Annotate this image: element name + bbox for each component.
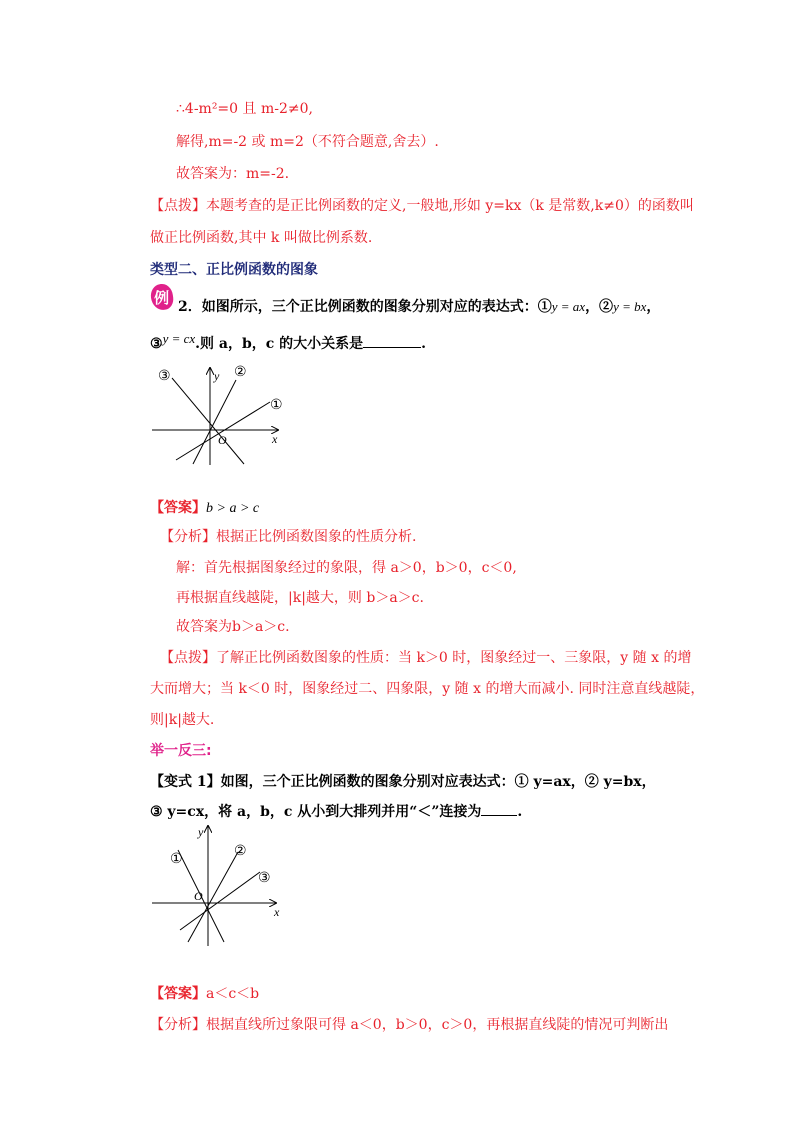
label-circled-3: ③ xyxy=(158,369,171,384)
line-3 xyxy=(180,872,260,930)
section-title: 类型二、正比例函数的图象 xyxy=(150,262,318,278)
label-circled-2: ② xyxy=(234,365,247,380)
analysis-line-1 xyxy=(160,527,416,547)
tip-paragraph-2-cont-1: 大而增大；当 k＜0 时，图象经过二、四象限，y 随 x 的增大而减小. 同时注意直线越陡， xyxy=(150,681,705,697)
x-axis-label: x xyxy=(274,905,280,919)
analysis-line-2: 解：首先根据图象经过的象限，得 a＞0，b＞0，c＜0, xyxy=(176,560,517,576)
line-1 xyxy=(176,402,270,460)
analysis-variant-1 xyxy=(150,1015,668,1035)
label-circled-1: ① xyxy=(270,398,283,413)
x-axis-label: x xyxy=(272,432,278,446)
line-3 xyxy=(172,378,244,464)
example-2-text: 2．如图所示，三个正比例函数的图象分别对应的表达式：① xyxy=(178,299,552,315)
tip-text: 本题考查的是正比例函数的定义,一般地,形如 y=kx（k 是常数,k≠0）的函数叫 xyxy=(206,198,694,214)
analysis-tag: 【分析】 xyxy=(150,1017,206,1033)
equation-2: y = bx xyxy=(613,299,647,314)
analysis-text: 根据直线所过象限可得 a＜0，b＞0，c＞0，再根据直线陡的情况可判断出 xyxy=(206,1017,669,1033)
answer-2 xyxy=(150,498,259,519)
origin-label: O xyxy=(194,889,203,903)
variant-1-question: ③ y=cx，将 a，b，c 从小到大排列并用“＜”连接为 xyxy=(150,804,482,820)
example-2-question: .则 a，b，c 的大小关系是 xyxy=(195,336,364,352)
tip-paragraph-1-cont: 做正比例函数,其中 k 叫做比例系数. xyxy=(150,230,373,246)
analysis-line-3: 再根据直线越陡，|k|越大，则 b＞a＞c. xyxy=(176,590,424,606)
graph-1 xyxy=(148,360,288,468)
variant-1-line-2 xyxy=(150,802,522,822)
equation-3: y = cx xyxy=(162,331,196,346)
analysis-tag: 【分析】 xyxy=(160,529,216,545)
period: . xyxy=(517,804,523,820)
practice-title: 举一反三: xyxy=(150,743,212,759)
tip-tag: 【点拨】 xyxy=(160,650,216,666)
tip-paragraph-1 xyxy=(150,196,694,216)
graph-2 xyxy=(148,820,290,950)
analysis-line-4: 故答案为b＞a＞c. xyxy=(176,619,290,635)
example-2-line-2 xyxy=(150,331,427,354)
answer-blank xyxy=(481,802,517,816)
origin-label: O xyxy=(218,433,227,447)
variant-1-line-1: 【变式 1】如图，三个正比例函数的图象分别对应表达式：① y=ax，② y=bx， xyxy=(150,774,656,790)
tip-text: 了解正比例函数图象的性质：当 k＞0 时，图象经过一、三象限，y 随 x 的增 xyxy=(216,650,692,666)
separator: ， xyxy=(646,299,661,315)
answer-value: a＜c＜b xyxy=(206,986,260,1002)
example-badge-icon: 例 xyxy=(149,283,174,312)
tip-paragraph-2 xyxy=(160,648,691,668)
answer-tag: 【答案】 xyxy=(150,986,206,1002)
solution-line-3: 故答案为：m=-2. xyxy=(176,166,290,182)
solution-line-1: ∴4-m²=0 且 m-2≠0, xyxy=(176,101,313,117)
y-axis-label: y xyxy=(214,369,220,383)
label-circled-1: ① xyxy=(170,852,183,867)
answer-value: b > a > c xyxy=(206,501,260,516)
analysis-text: 根据正比例函数图象的性质分析. xyxy=(216,529,417,545)
period: . xyxy=(421,336,427,352)
label-circled-3: ③ xyxy=(258,871,271,886)
example-2-line-1 xyxy=(178,297,660,317)
answer-tag: 【答案】 xyxy=(150,500,206,516)
circled-3: ③ xyxy=(150,336,163,352)
tip-tag: 【点拨】 xyxy=(150,198,206,214)
separator: ，② xyxy=(585,299,614,315)
solution-line-2: 解得,m=-2 或 m=2（不符合题意,舍去）. xyxy=(176,134,439,150)
label-circled-2: ② xyxy=(234,844,247,859)
tip-paragraph-2-cont-2: 则|k|越大. xyxy=(150,712,215,728)
answer-blank xyxy=(363,334,421,348)
y-axis-label: y xyxy=(198,825,204,839)
answer-variant-1 xyxy=(150,984,259,1004)
line-2 xyxy=(193,380,236,464)
equation-1: y = ax xyxy=(551,299,586,314)
